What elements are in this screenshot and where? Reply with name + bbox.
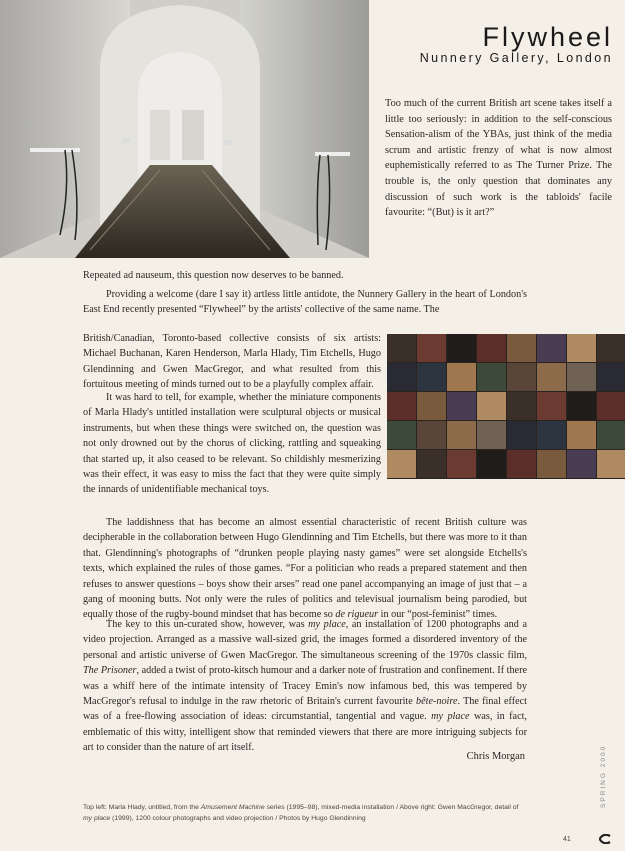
grid-photo-tile — [537, 363, 566, 391]
grid-photo-tile — [567, 421, 596, 449]
photo-grid-svg — [387, 334, 625, 479]
magazine-logo-icon — [598, 831, 612, 841]
paragraph-4: The laddishness that has become an almost essential characteristic of recent British culture was decipherable in the collaboration between Hugo Glendinning and Tim Etchells, but there was more to it than that. Glendinning's photographs of “drunken people playing nasty games” were set alongside Etchells's texts, which explained the rules of those games. “For a politician who reads a prepared statement and then refuses to answer questions – boys show their arses” read one panel accompanying an image of just that – a gang of mooning butts. Not only were the rules of politics and televisual journalism being parodied, but equally those of the rugby-bound mindset that has become so de rigueur in our “post-feminist” times. — [83, 517, 527, 621]
grid-photo-tile — [597, 334, 625, 362]
grid-photo-tile — [387, 421, 416, 449]
photo-caption: Top left: Marla Hlady, untitled, from the Amusement Machine series (1995–98), mixed-media installation / Above right: Gwen MacGregor, detail of my place (1999), 1200 colour photographs and video projection / Photos by Hugo Glendinning — [83, 804, 519, 822]
grid-photo-tile — [447, 450, 476, 478]
grid-photo-tile — [477, 450, 506, 478]
grid-photo-tile — [477, 334, 506, 362]
paragraph-2-narrow: British/Canadian, Toronto-based collective consists of six artists: Michael Buchanan, Karen Henderson, Marla Hlady, Tim Etchells, Hugo Glendinning and Gwen MacGregor, and what resulted from this fortuitous meeting of minds turned out to be a playfully complex affair. — [83, 333, 381, 391]
grid-photo-tile — [507, 450, 536, 478]
grid-photo-tile — [507, 421, 536, 449]
grid-photo-tile — [387, 363, 416, 391]
article-title: Flywheel — [482, 22, 613, 52]
grid-photo-tile — [447, 334, 476, 362]
page-number: 41 — [563, 836, 571, 843]
grid-photo-tile — [417, 392, 446, 420]
grid-photo-tile — [477, 392, 506, 420]
grid-photo-tile — [477, 363, 506, 391]
issue-date-vertical: SPRING 2000 — [600, 744, 607, 808]
paragraph-5: The key to this un-curated show, however, was my place, an installation of 1200 photographs and a video projection. Arranged as a massive wall-sized grid, the images formed a disordered inventory of the personal and artistic universe of Gwen MacGregor. The simultaneous screening of the 1970s classic film, The Prisoner, added a twist of proto-kitsch humour and a darker note of frustration and confinement. If there was a whiff here of the intimate intensity of Tracey Emin's now infamous bed, this was tempered by MacGregor's refusal to indulge in the raw rhetoric of Britain's current favourite bête-noire. The final effect was of a free-flowing association of ideas: circumstantial, tangential and vague. my place was, in fact, emblematic of this witty, intelligent show that reminded viewers that there are more intriguing subjects for art to consider than the nature of art itself. — [83, 619, 527, 754]
grid-photo-tile — [417, 421, 446, 449]
grid-photo-tile — [507, 363, 536, 391]
grid-photo-tile — [537, 450, 566, 478]
lead-paragraph: Too much of the current British art scene takes itself a little too seriously: in addition to the self-conscious Sensation-alism of the YBAs, just think of the media scrum and artistic frenzy of what is now almost euphemistically referred to as The Turner Prize. The trouble is, the only question that dominates any discussion of such work is the tabloids' facile favourite: “(But) is it art?” — [385, 98, 612, 219]
grid-photo-tile — [597, 421, 625, 449]
grid-photo-tile — [387, 450, 416, 478]
grid-photo-tile — [507, 334, 536, 362]
grid-photo-tile — [567, 363, 596, 391]
grid-photo-tile — [417, 363, 446, 391]
grid-photo-tile — [477, 421, 506, 449]
grid-photo-tile — [597, 363, 625, 391]
photo-grid-installation — [387, 334, 625, 479]
grid-photo-tile — [567, 450, 596, 478]
grid-photo-tile — [447, 421, 476, 449]
grid-photo-tile — [417, 450, 446, 478]
grid-photo-tile — [537, 334, 566, 362]
grid-photo-tile — [567, 334, 596, 362]
grid-photo-tile — [537, 392, 566, 420]
grid-photo-tile — [567, 392, 596, 420]
gallery-installation-photo — [0, 0, 369, 258]
lead-paragraph-continued: Repeated ad nauseum, this question now deserves to be banned. — [83, 270, 344, 281]
grid-photo-tile — [447, 392, 476, 420]
article-subtitle: Nunnery Gallery, London — [419, 51, 613, 65]
paragraph-3: It was hard to tell, for example, whether the miniature components of Marla Hlady's untitled installation were sculptural objects or musical instruments, but when these things were switched on, the question was not only drowned out by the chorus of clicking, rattling and squeaking that started up, it also ceased to be relevant. So childishly mesmerizing was their effect, it was easy to miss the fact that they were quite simply the innards of unidentifiable mechanical toys. — [83, 392, 381, 496]
paragraph-2-full-width: Providing a welcome (dare I say it) artless little antidote, the Nunnery Gallery in the heart of London's East End recently presented “Flywheel” by the artists' collective of the same name. The — [83, 289, 527, 316]
grid-photo-tile — [417, 334, 446, 362]
grid-photo-tile — [597, 392, 625, 420]
author-signature: Chris Morgan — [466, 751, 525, 762]
grid-photo-tile — [447, 363, 476, 391]
grid-photo-tile — [507, 392, 536, 420]
grid-photo-tile — [537, 421, 566, 449]
grid-photo-tile — [387, 392, 416, 420]
grid-photo-tile — [387, 334, 416, 362]
grid-photo-tile — [597, 450, 625, 478]
